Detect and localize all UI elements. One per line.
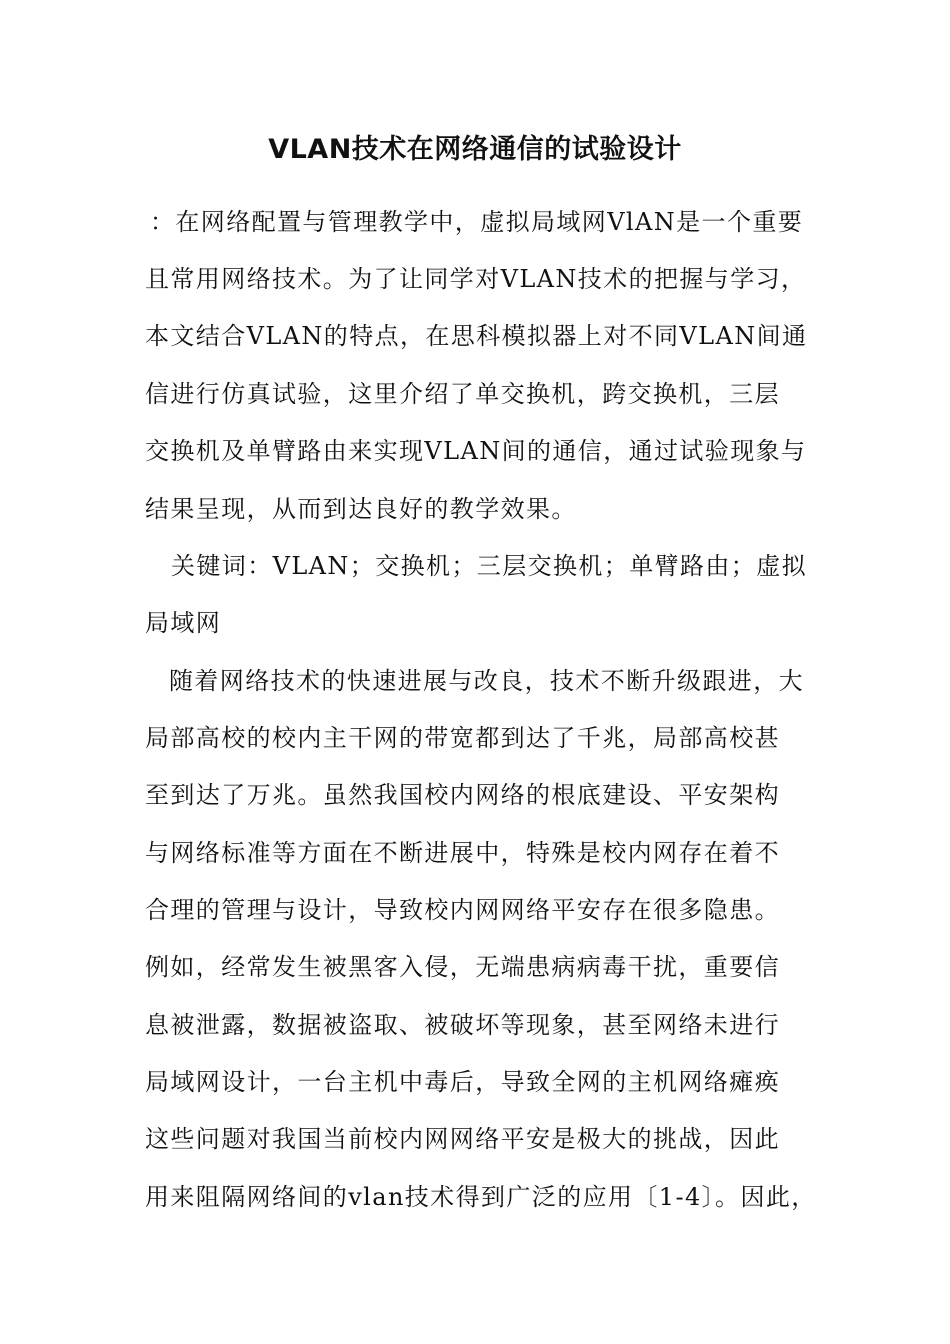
body-line-2: 局部高校的校内主干网的带宽都到达了千兆，局部高校甚 [145,724,780,752]
body-line-7: 息被泄露，数据被盗取、被破坏等现象，甚至网络未进行 [145,1011,780,1039]
body-line-4: 与网络标准等方面在不断进展中，特殊是校内网存在着不 [145,839,780,867]
body-line-6: 例如，经常发生被黑客入侵，无端患病病毒干扰，重要信 [145,953,780,981]
document-title: VLAN技术在网络通信的试验设计 [268,134,682,165]
abstract-line-5: 交换机及单臂路由来实现VLAN间的通信，通过试验现象与 [145,437,807,465]
body-line-9: 这些问题对我国当前校内网网络平安是极大的挑战，因此 [145,1125,780,1153]
abstract-line-1: ：在网络配置与管理教学中，虚拟局域网VlAN是一个重要 [150,208,804,236]
body-line-5: 合理的管理与设计，导致校内网网络平安存在很多隐患。 [145,896,780,924]
body-line-8: 局域网设计，一台主机中毒后，导致全网的主机网络瘫痪 [145,1068,780,1096]
keywords-line-2: 局域网 [145,609,222,637]
keywords-line-1: 关键词：VLAN；交换机；三层交换机；单臂路由；虚拟 [171,552,807,580]
abstract-line-6: 结果呈现，从而到达良好的教学效果。 [145,495,577,523]
abstract-line-4: 信进行仿真试验，这里介绍了单交换机，跨交换机，三层 [145,380,780,408]
body-line-10: 用来阻隔网络间的vlan技术得到广泛的应用〔1-4〕。因此， [145,1183,817,1211]
body-line-1: 随着网络技术的快速进展与改良，技术不断升级跟进，大 [169,667,804,695]
abstract-line-2: 且常用网络技术。为了让同学对VLAN技术的把握与学习， [145,265,807,293]
body-line-3: 至到达了万兆。虽然我国校内网络的根底建设、平安架构 [145,781,780,809]
abstract-line-3: 本文结合VLAN的特点，在思科模拟器上对不同VLAN间通 [145,322,808,350]
